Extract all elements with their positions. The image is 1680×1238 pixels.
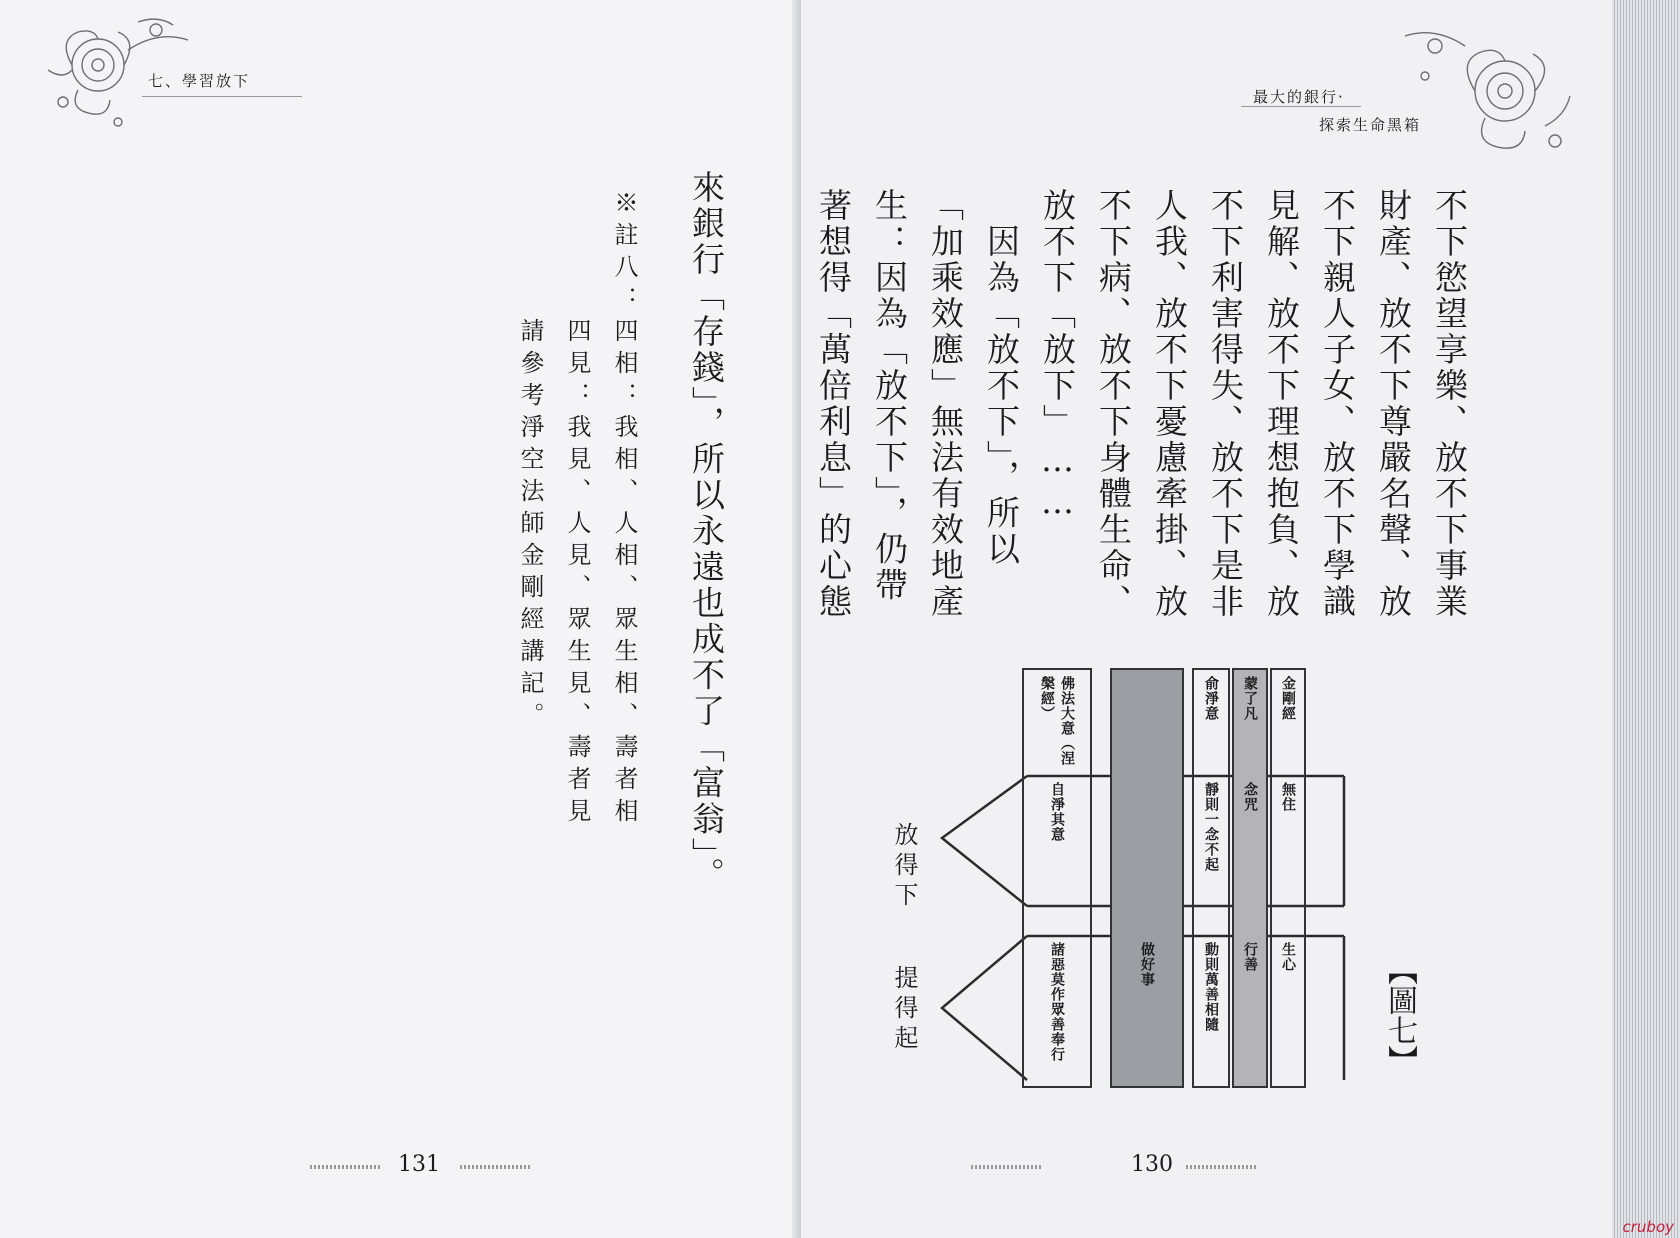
column-head: 蒙了凡 bbox=[1242, 676, 1258, 721]
body-text-column: 不下慾望享樂、放不下事業 bbox=[1430, 188, 1469, 620]
body-text-column: 不下病、放不下身體生命、 bbox=[1094, 188, 1133, 620]
column-bottom: 動則萬善相隨 bbox=[1203, 942, 1219, 1032]
figure-diagram bbox=[1022, 668, 1342, 1088]
page-number: 131 bbox=[398, 1152, 440, 1177]
body-text-column: 見解、放不下理想抱負、放 bbox=[1262, 188, 1301, 620]
column-top: 自淨其意 bbox=[1049, 782, 1065, 842]
column-top: 靜則一念不起 bbox=[1203, 782, 1219, 872]
body-text-column: 不下親人子女、放不下學識 bbox=[1318, 188, 1357, 620]
column-bottom: 做好事 bbox=[1139, 942, 1155, 987]
column-bottom: 諸惡莫作眾善奉行 bbox=[1049, 942, 1065, 1062]
note-line: 四見：我見、人見、眾生見、壽者見 bbox=[563, 318, 591, 830]
column-diamond-sutra bbox=[1270, 668, 1306, 1088]
column-bottom: 行善 bbox=[1242, 942, 1258, 972]
running-header-line: 最大的銀行· bbox=[1253, 88, 1345, 106]
column-yu-jingyi bbox=[1192, 668, 1230, 1088]
running-header-line: 探索生命黑箱 bbox=[1319, 116, 1422, 134]
body-text-column: 著想得「萬倍利息」的心態 bbox=[814, 188, 853, 620]
column-top bbox=[1112, 782, 1182, 902]
column-head bbox=[1112, 676, 1182, 776]
watermark: cruboy bbox=[1622, 1218, 1674, 1236]
left-page bbox=[0, 0, 801, 1238]
book-page-edges bbox=[1612, 0, 1680, 1238]
column-head: 俞淨意 bbox=[1203, 676, 1219, 721]
column-buddhism bbox=[1022, 668, 1092, 1088]
note-line: ※註八：四相：我相、人相、眾生相、壽者相 bbox=[610, 190, 638, 830]
body-text-column: 財產、放不下尊嚴名聲、放 bbox=[1374, 188, 1413, 620]
body-text-column: 放不下「放下」…… bbox=[1038, 188, 1077, 524]
body-text-column: 「加乘效應」無法有效地產 bbox=[926, 188, 965, 620]
arrow-label: 提得起 bbox=[890, 965, 918, 1055]
chapter-header: 七、學習放下 bbox=[148, 72, 251, 90]
page-number: 130 bbox=[1131, 1152, 1173, 1177]
column-good-deeds bbox=[1110, 668, 1184, 1088]
column-liao-fan bbox=[1232, 668, 1268, 1088]
figure-label: 【圖七】 bbox=[1382, 955, 1417, 1075]
column-bottom: 生心 bbox=[1280, 942, 1296, 972]
body-text-column: 來銀行「存錢」，所以永遠也成不了「富翁」。 bbox=[687, 170, 726, 893]
column-head: 金剛經 bbox=[1280, 676, 1296, 721]
column-head: 佛法大意（涅槃經） bbox=[1039, 676, 1075, 766]
body-text-column: 人我、放不下憂慮牽掛、放 bbox=[1150, 188, 1189, 620]
body-text-column: 因為「放不下」，所以 bbox=[982, 188, 1021, 568]
note-line: 請參考淨空法師金剛經講記。 bbox=[516, 318, 544, 734]
column-top: 念咒 bbox=[1242, 782, 1258, 812]
body-text-column: 不下利害得失、放不下是非 bbox=[1206, 188, 1245, 620]
body-text-column: 生：因為「放不下」，仍帶 bbox=[870, 188, 909, 604]
floral-ornament-icon bbox=[1395, 16, 1575, 166]
column-top: 無住 bbox=[1280, 782, 1296, 812]
arrow-label: 放得下 bbox=[890, 822, 918, 912]
